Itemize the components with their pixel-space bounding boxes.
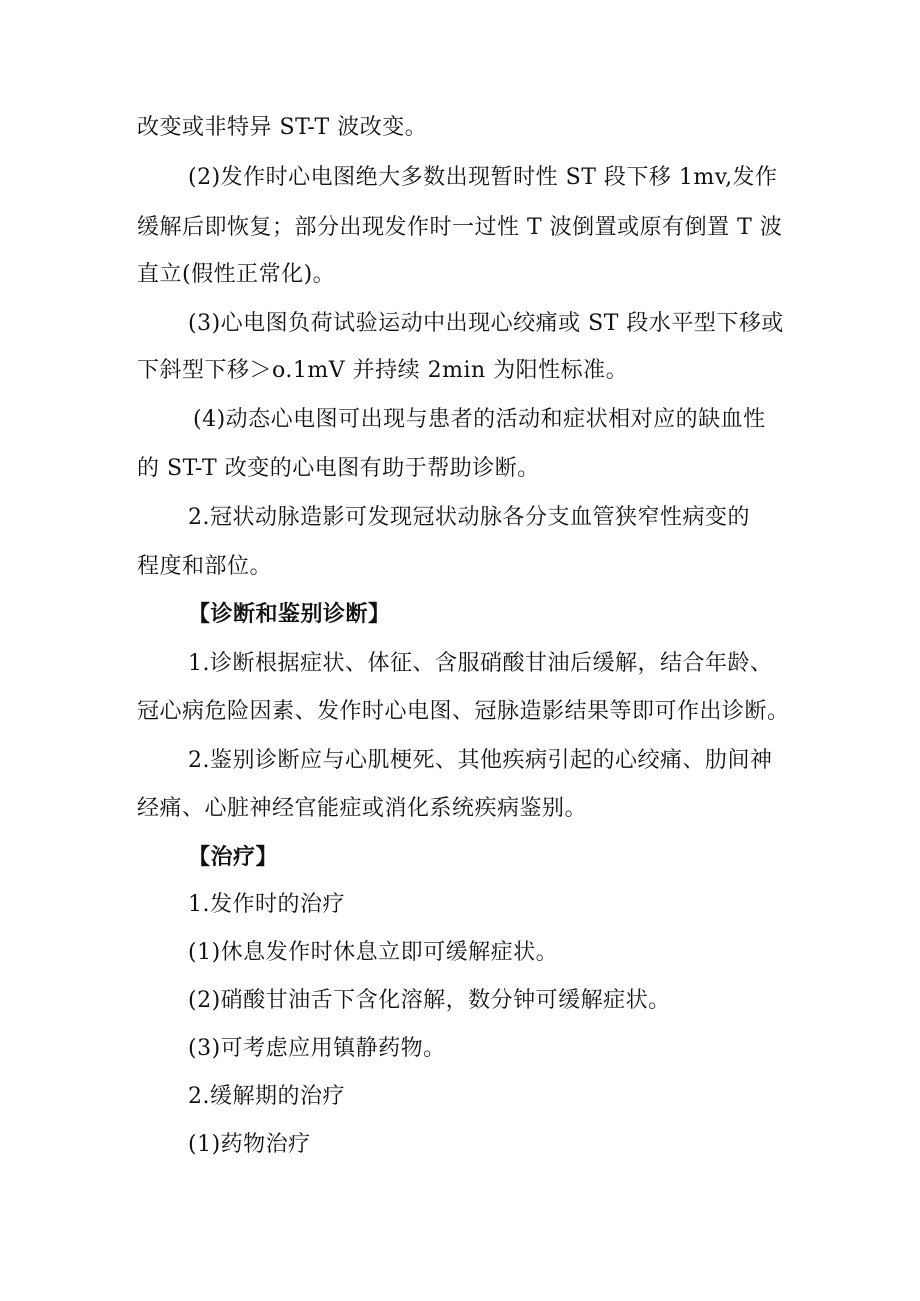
text-line: (4)动态心电图可出现与患者的活动和症状相对应的缺血性 xyxy=(193,407,766,432)
text-line: 直立(假性正常化)。 xyxy=(137,262,336,287)
text-line: 程度和部位。 xyxy=(137,554,273,579)
text-line: (3)可考虑应用镇静药物。 xyxy=(188,1036,446,1061)
text-line: (3)心电图负荷试验运动中出现心绞痛或 ST 段水平型下移或 xyxy=(188,311,784,336)
text-line: (2)硝酸甘油舌下含化溶解，数分钟可缓解症状。 xyxy=(188,988,671,1013)
text-line: (2)发作时心电图绝大多数出现暂时性 ST 段下移 1mv,发作 xyxy=(188,165,778,190)
section-heading-diagnosis: 【诊断和鉴别诊断】 xyxy=(188,602,391,627)
text-line: 的 ST-T 改变的心电图有助于帮助诊断。 xyxy=(137,456,540,481)
text-line: 1.发作时的治疗 xyxy=(188,892,345,917)
text-line: (1)药物治疗 xyxy=(188,1132,311,1157)
text-line: 经痛、心脏神经官能症或消化系统疾病鉴别。 xyxy=(137,796,588,821)
text-line: 改变或非特异 ST-T 波改变。 xyxy=(137,115,428,140)
text-line: (1)休息发作时休息立即可缓解症状。 xyxy=(188,940,559,965)
text-line: 2.缓解期的治疗 xyxy=(188,1084,345,1109)
text-line: 2.冠状动脉造影可发现冠状动脉各分支血管狭窄性病变的 xyxy=(188,505,750,530)
text-line: 下斜型下移＞o.1mV 并持续 2min 为阳性标准。 xyxy=(137,358,629,383)
text-line: 2.鉴别诊断应与心肌梗死、其他疾病引起的心绞痛、肋间神 xyxy=(188,748,773,773)
section-heading-treatment: 【治疗】 xyxy=(188,845,279,870)
text-line: 缓解后即恢复；部分出现发作时一过性 T 波倒置或原有倒置 T 波 xyxy=(137,215,783,240)
text-line: 冠心病危险因素、发作时心电图、冠脉造影结果等即可作出诊断。 xyxy=(137,699,790,724)
text-line: 1.诊断根据症状、体征、含服硝酸甘油后缓解，结合年龄、 xyxy=(188,651,773,676)
